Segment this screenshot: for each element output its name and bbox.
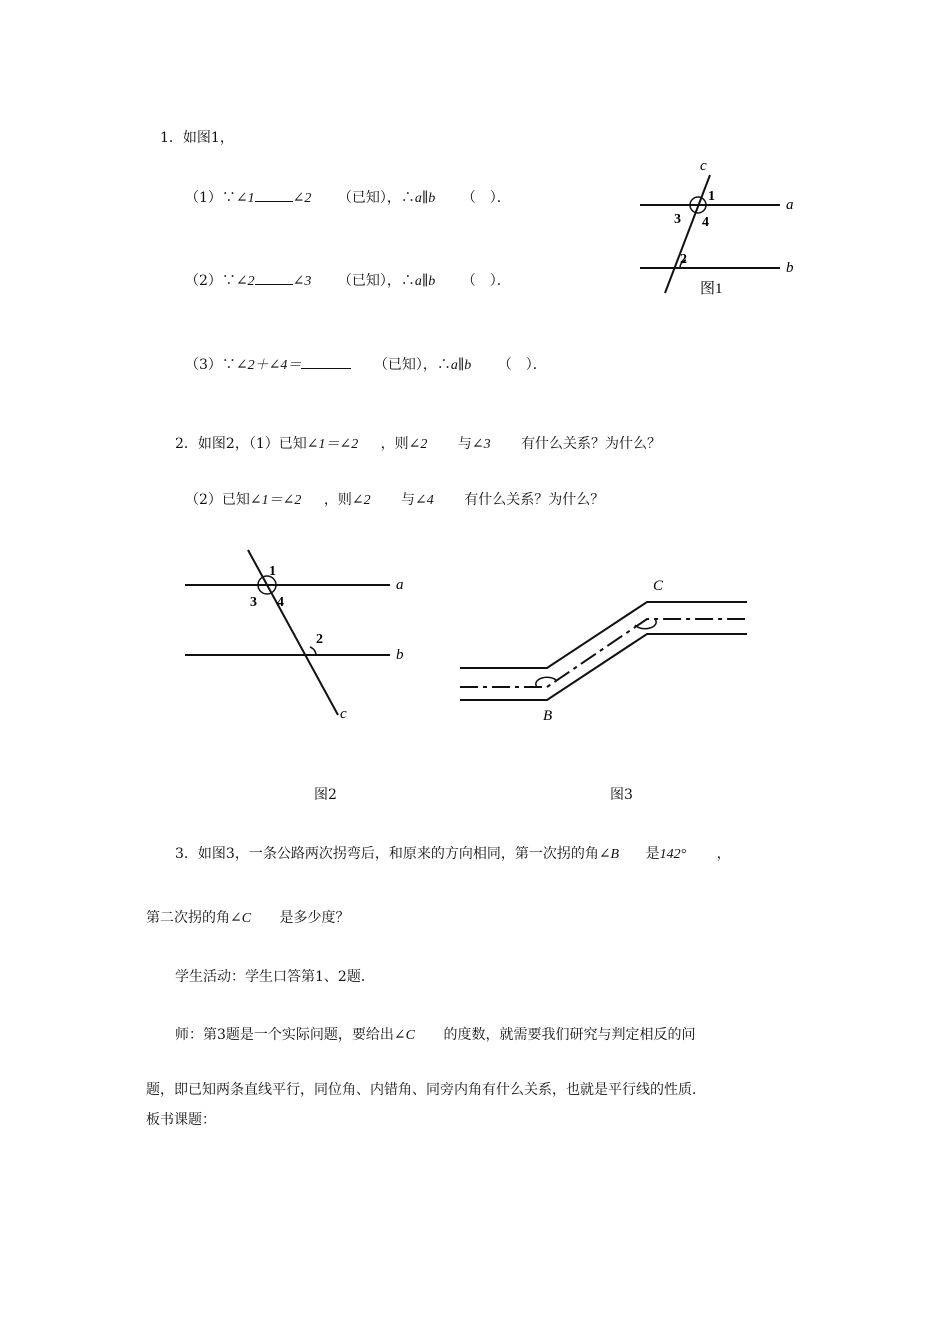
figure-2 [180, 545, 420, 725]
teacher-line1: 师：第3题是一个实际问题，要给出∠C 的度数，就需要我们研究与判定相反的问 [175, 1027, 696, 1043]
q1-line2: （2）∵∠2 ∠3 （已知），∴a∥b （ ）． [185, 273, 511, 289]
q1-line1: （1）∵∠1 ∠2 （已知），∴a∥b （ ）． [185, 190, 511, 206]
fig1-label-c: c [700, 158, 707, 174]
fig1-label-a: a [786, 197, 794, 213]
fig2-label-2: 2 [316, 632, 323, 647]
teacher-line2: 题，即已知两条直线平行，同位角、内错角、同旁内角有什么关系，也就是平行线的性质． [146, 1082, 706, 1098]
fig3-label-c: C [653, 578, 664, 594]
fig1-label-b: b [786, 260, 794, 276]
answer-blank[interactable] [301, 356, 351, 369]
fig1-label-3: 3 [674, 212, 681, 227]
figure-3 [455, 570, 755, 730]
teacher-line3: 板书课题： [146, 1112, 216, 1128]
fig2-label-4: 4 [277, 595, 284, 610]
fig3-label-b: B [543, 708, 553, 724]
q2-line2: （2）已知∠1＝∠2 ，则∠2 与∠4 有什么关系？为什么？ [185, 492, 605, 508]
q1-title: 1．如图1， [160, 130, 234, 146]
fig1-label-4: 4 [702, 215, 709, 230]
answer-blank[interactable] [255, 272, 293, 285]
fig2-label-1: 1 [269, 564, 276, 579]
fig2-label-a: a [396, 577, 404, 593]
q3-line2: 第二次拐的角∠C 是多少度？ [146, 910, 350, 926]
fig2-label-c: c [340, 706, 347, 722]
q3-line1: 3．如图3，一条公路两次拐弯后，和原来的方向相同，第一次拐的角∠B 是142° ， [175, 846, 731, 862]
fig1-caption: 图1 [700, 281, 723, 297]
student-activity: 学生活动：学生口答第1、2题． [175, 969, 375, 985]
q2-line1: 2．如图2，（1）已知∠1＝∠2 ，则∠2 与∠3 有什么关系？为什么？ [175, 436, 662, 452]
fig1-label-2: 2 [680, 252, 687, 267]
answer-blank[interactable] [255, 189, 293, 202]
fig3-caption: 图3 [610, 787, 633, 803]
fig2-caption: 图2 [314, 787, 337, 803]
fig2-label-3: 3 [250, 595, 257, 610]
fig2-label-b: b [396, 647, 404, 663]
fig1-label-1: 1 [708, 189, 715, 204]
q1-line3: （3）∵∠2＋∠4＝ （已知），∴a∥b （ ）． [185, 357, 547, 373]
figure-1 [630, 150, 810, 310]
